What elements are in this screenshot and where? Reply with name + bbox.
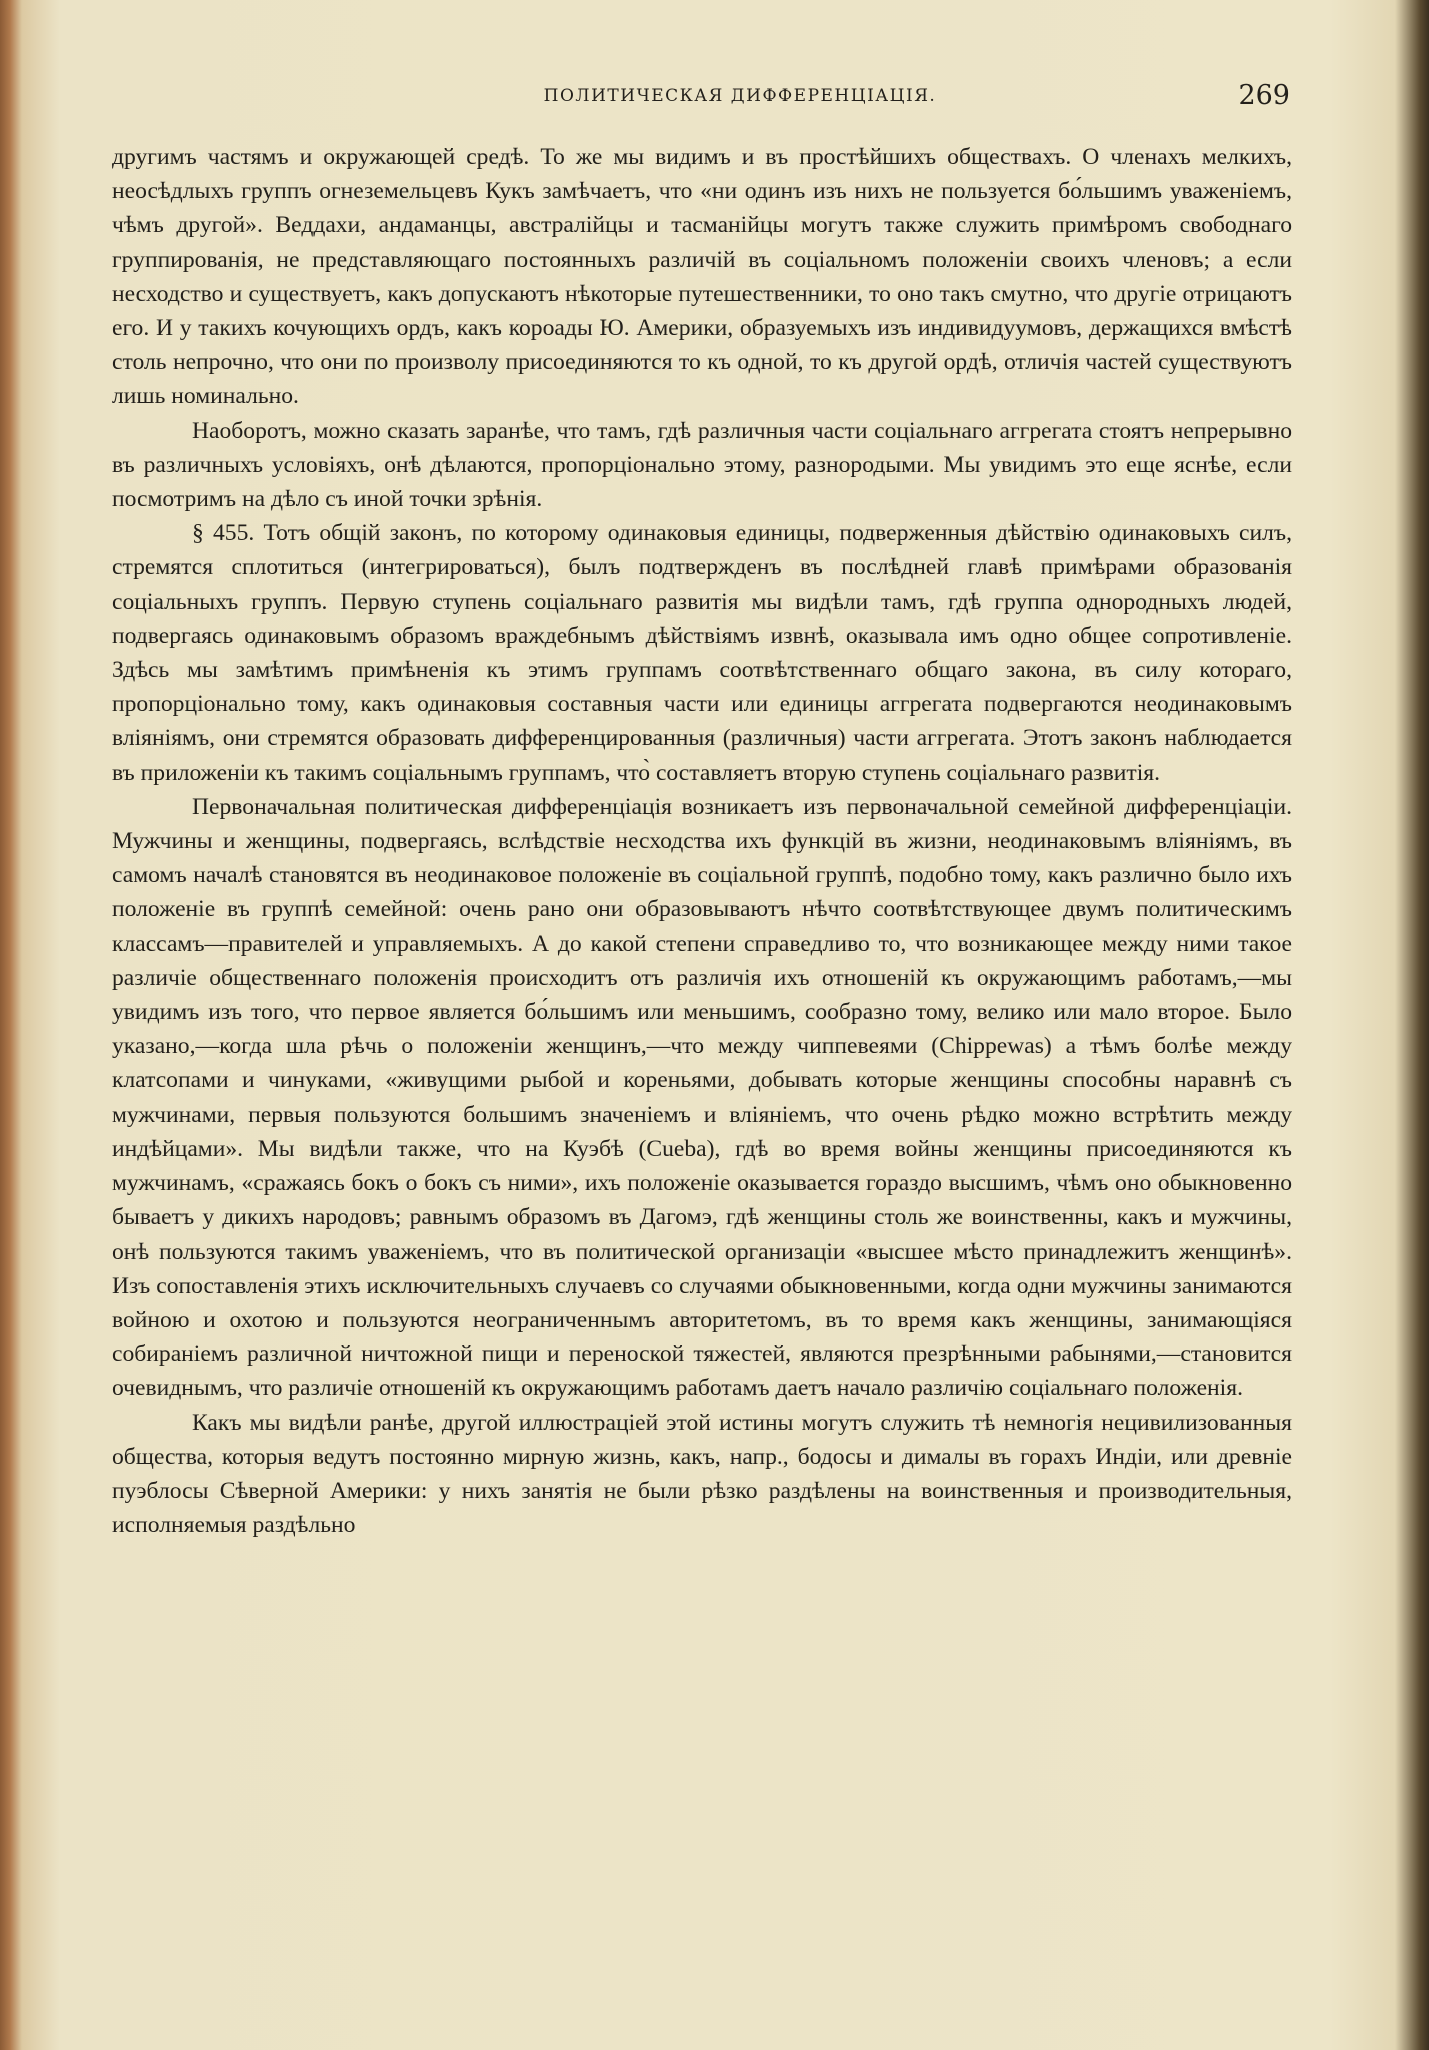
page-number: 269 [1238, 80, 1290, 111]
page-header [190, 80, 1290, 114]
body-text [112, 140, 1292, 1542]
running-title: ПОЛИТИЧЕСКАЯ ДИФФЕРЕНЦІАЦІЯ. [543, 86, 937, 106]
paragraph-section-455: § 455. Тотъ общій законъ, по которому одинаковыя единицы, подверженныя дѣйствію одинаковыхъ силъ, стремятся сплотиться (интегрироваться), былъ подтвержденъ въ послѣдней главѣ примѣрами образованія соціальныхъ группъ. Первую ступень соціальнаго развитія мы видѣли тамъ, гдѣ группа однородныхъ людей, подвергаясь одинаковымъ образомъ враждебнымъ дѣйствіямъ извнѣ, оказывала имъ одно общее сопротивленіе. Здѣсь мы замѣтимъ примѣненія къ этимъ группамъ соотвѣтственнаго общаго закона, въ силу котораго, пропорціонально тому, какъ одинаковыя составныя части или единицы аггрегата подвергаются неодинаковымъ вліяніямъ, они стремятся образовать дифференцированныя (различныя) части аггрегата. Этотъ законъ наблюдается въ приложеніи къ такимъ соціальнымъ группамъ, что̀ составляетъ вторую ступень соціальнаго развитія. [112, 520, 1292, 786]
paragraph: Первоначальная политическая дифференціація возникаетъ изъ первоначальной семейной дифференціаціи. Мужчины и женщины, подвергаясь, вслѣдствіе несходства ихъ функцій въ жизни, неодинаковымъ вліяніямъ, въ самомъ началѣ становятся въ неодинаковое положеніе въ соціальной группѣ, подобно тому, какъ различно было ихъ положеніе въ группѣ семейной: очень рано они образовываютъ нѣчто соотвѣтствующее двумъ политическимъ классамъ—правителей и управляемыхъ. А до какой степени справедливо то, что возникающее между ними такое различіе общественнаго положенія происходитъ отъ различія ихъ отношеній къ окружающимъ работамъ,—мы увидимъ изъ того, что первое является бо́льшимъ или меньшимъ, сообразно тому, велико или мало второе. Было указано,—когда шла рѣчь о положеніи женщинъ,—что между чиппевеями (Chippewas) а тѣмъ болѣе между клатсопами и чинуками, «живущими рыбой и кореньями, добывать которые женщины способны наравнѣ съ мужчинами, первыя пользуются большимъ значеніемъ и вліяніемъ, что очень рѣдко можно встрѣтить между индѣйцами». Мы видѣли также, что на Куэбѣ (Cueba), гдѣ во время войны женщины присоединяются къ мужчинамъ, «сражаясь бокъ о бокъ съ ними», ихъ положеніе оказывается гораздо высшимъ, чѣмъ оно обыкновенно бываетъ у дикихъ народовъ; равнымъ образомъ въ Дагомэ, гдѣ женщины столь же воинственны, какъ и мужчины, онѣ пользуются такимъ уваженіемъ, что въ политической организаціи «высшее мѣсто принадлежитъ женщинѣ». Изъ сопоставленія этихъ исключительныхъ случаевъ со случаями обыкновенными, когда одни мужчины занимаются войною и охотою и пользуются неограниченнымъ авторитетомъ, въ то время какъ женщины, занимающіяся собираніемъ различной ничтожной пищи и переноской тяжестей, являются презрѣнными рабынями,—становится очевиднымъ, что различіе отношеній къ окружающимъ работамъ даетъ начало различію соціальнаго положенія. [112, 793, 1292, 1402]
paragraph: Какъ мы видѣли ранѣе, другой иллюстраціей этой истины могутъ служить тѣ немногія нецивилизованныя общества, которыя ведутъ постоянно мирную жизнь, какъ, напр., бодосы и дималы въ горахъ Индіи, или древніе пуэблосы Сѣверной Америки: у нихъ занятія не были рѣзко раздѣлены на воинственныя и производительныя, исполняемыя раздѣльно [112, 1409, 1292, 1539]
paragraph: Наоборотъ, можно сказать заранѣе, что тамъ, гдѣ различныя части соціальнаго аггрегата стоятъ непрерывно въ различныхъ условіяхъ, онѣ дѣлаются, пропорціонально этому, разнородыми. Мы увидимъ это еще яснѣе, если посмотримъ на дѣло съ иной точки зрѣнія. [112, 417, 1292, 513]
paragraph-continued: другимъ частямъ и окружающей средѣ. То же мы видимъ и въ простѣйшихъ обществахъ. О членахъ мелкихъ, неосѣдлыхъ группъ огнеземельцевъ Кукъ замѣчаетъ, что «ни одинъ изъ нихъ не пользуется бо́льшимъ уваженіемъ, чѣмъ другой». Веддахи, андаманцы, австралійцы и тасманійцы могутъ также служить примѣромъ свободнаго группированія, не представляющаго постоянныхъ различій въ соціальномъ положеніи своихъ членовъ; а если несходство и существуетъ, какъ допускаютъ нѣкоторые путешественники, то оно такъ смутно, что другіе отрицаютъ его. И у такихъ кочующихъ ордъ, какъ короады Ю. Америки, образуемыхъ изъ индивидуумовъ, держащихся вмѣстѣ столь непрочно, что они по произволу присоединяются то къ одной, то къ другой ордѣ, отличія частей существуютъ лишь номинально. [112, 144, 1292, 410]
